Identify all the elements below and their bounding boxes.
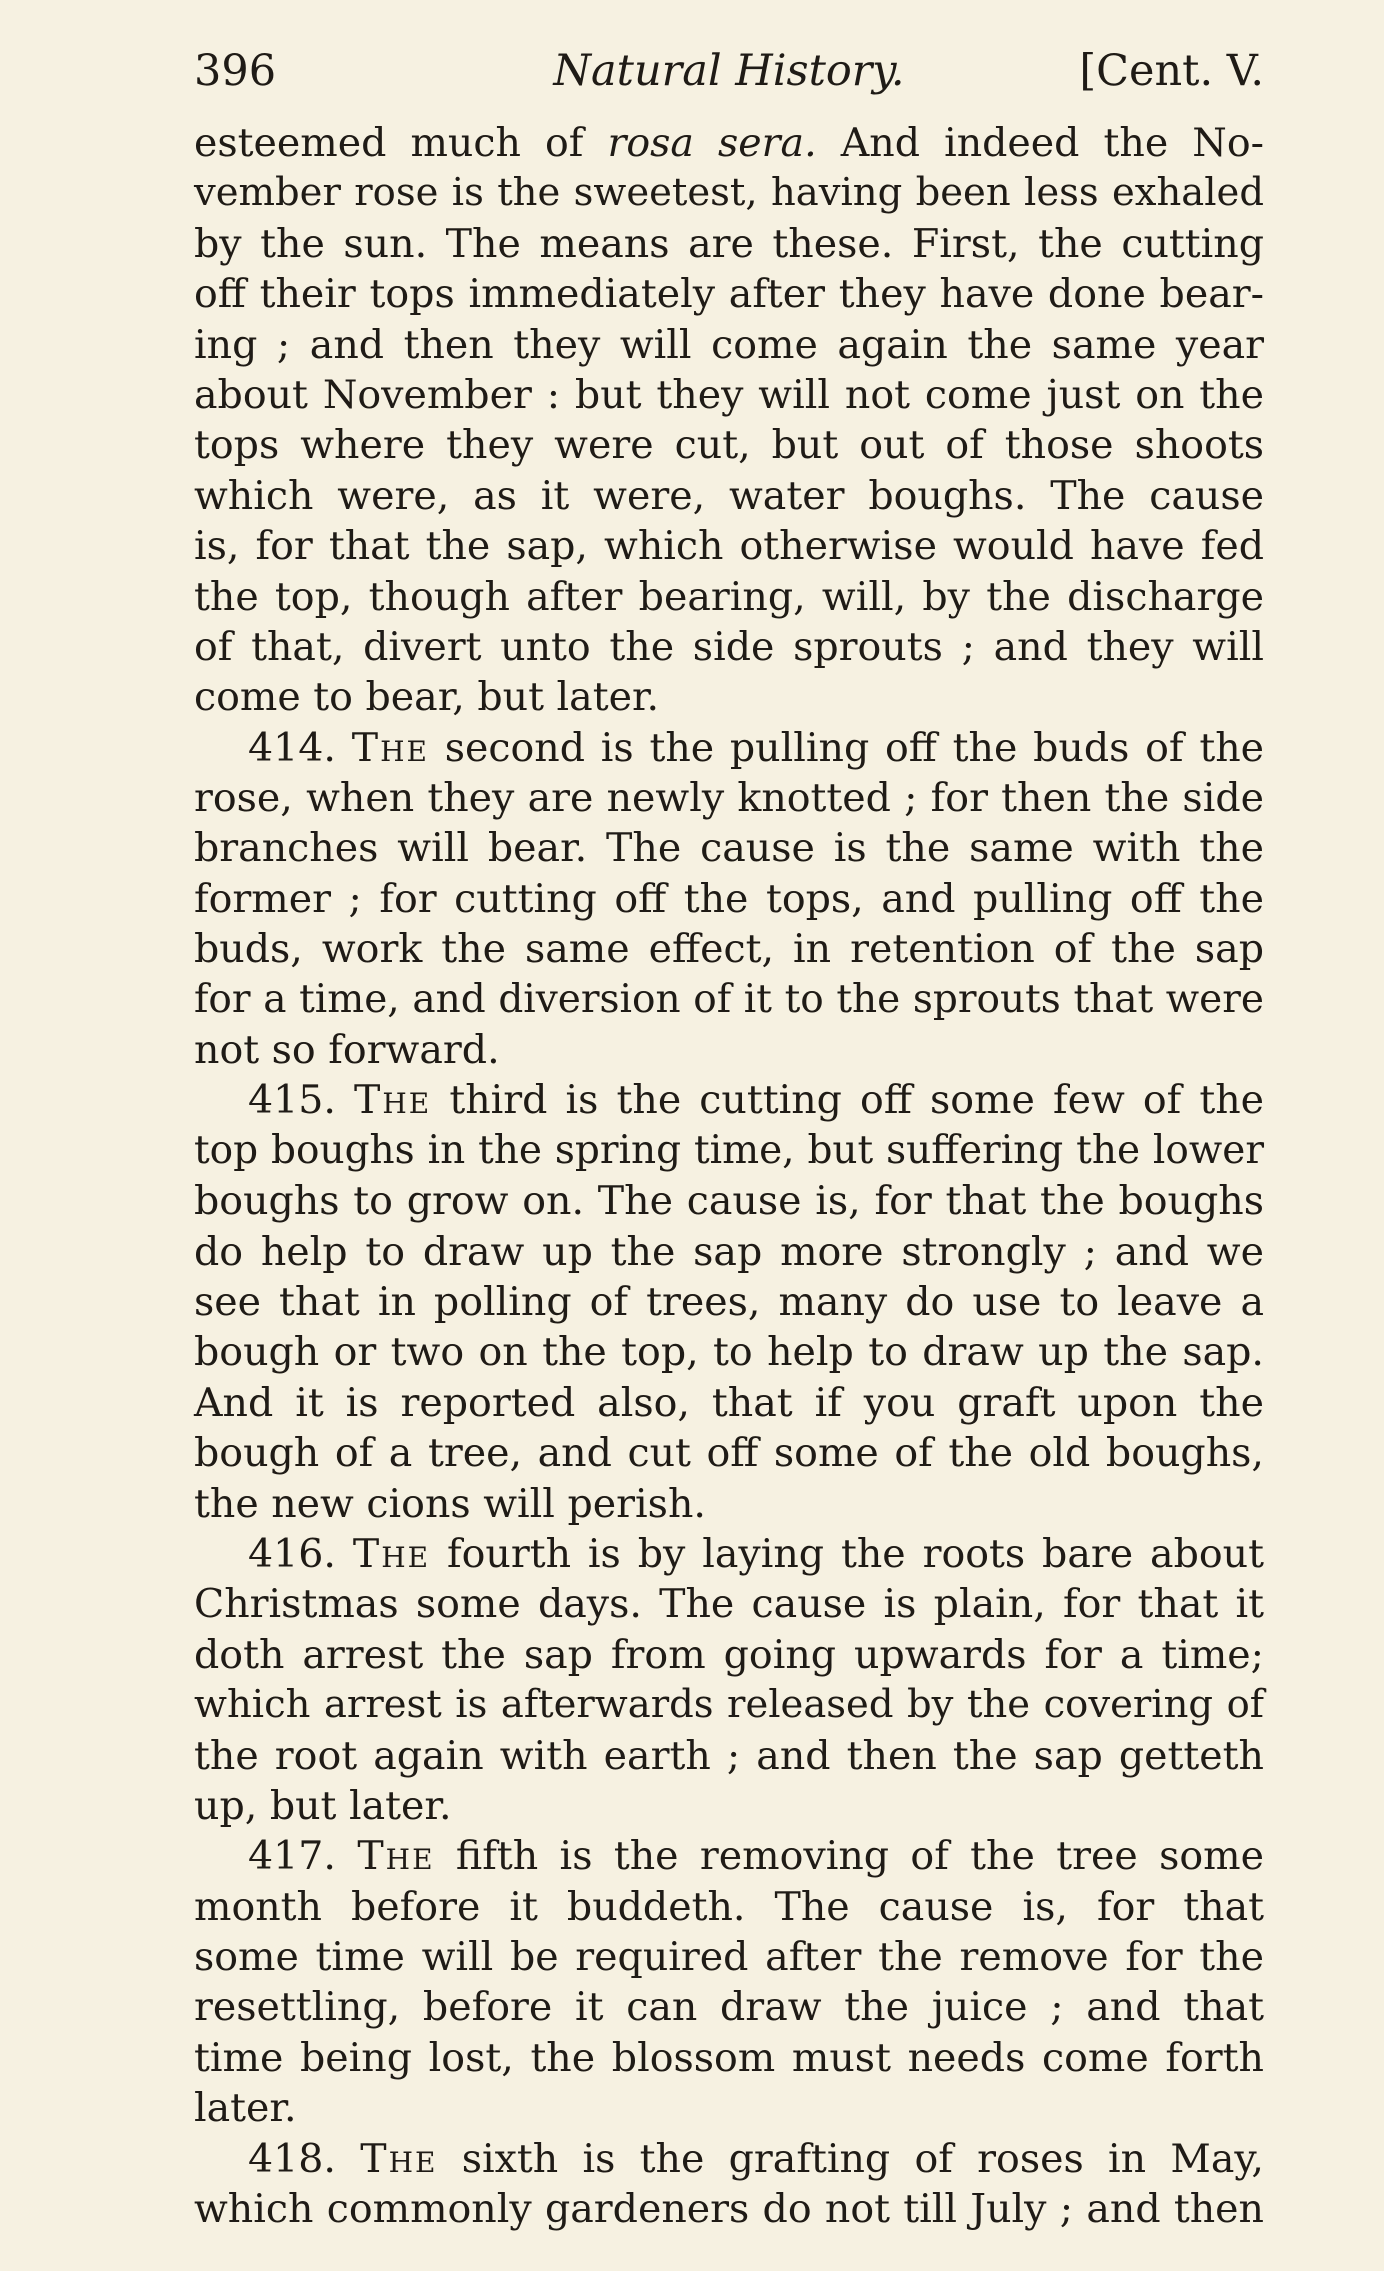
text-line: for a time, and diversion of it to the sprouts that were <box>194 976 1264 1022</box>
text-line: buds, work the same effect, in retention of the sap <box>194 926 1264 973</box>
paragraph-number: 417. <box>248 1833 358 1880</box>
text-line: the new cions will perish. <box>194 1480 706 1527</box>
running-header <box>194 36 1264 106</box>
text-line: branches will bear. The cause is the same with the <box>194 825 1264 872</box>
text-line <box>194 1529 1264 1579</box>
line-text: second is the pulling off the buds of the <box>428 724 1265 771</box>
text-line: bough of a tree, and cut off some of the old boughs, <box>194 1430 1264 1477</box>
text-line: rose, when they are newly knotted ; for then the side <box>194 775 1264 822</box>
text-line <box>194 1075 1264 1125</box>
section-mark: [Cent. V. <box>1079 46 1264 96</box>
text-line: which were, as it were, water boughs. The cause <box>194 472 1264 519</box>
paragraph-lead-word: The <box>357 1833 435 1880</box>
text-line: bough or two on the top, to help to draw up the sap. <box>194 1329 1264 1376</box>
text-line: time being lost, the blossom must needs come forth <box>194 2034 1264 2081</box>
text-line <box>194 1831 1264 1881</box>
text-line <box>194 2134 1264 2184</box>
text-line: by the sun. The means are these. First, the cutting <box>194 220 1264 267</box>
text-body <box>194 118 1264 2234</box>
paragraph-number: 418. <box>248 2135 361 2182</box>
text-line: which commonly gardeners do not till July ; and then <box>194 2186 1264 2233</box>
paragraph-lead-word: The <box>352 1530 431 1577</box>
text-line: month before it buddeth. The cause is, for that <box>194 1883 1264 1930</box>
text-line: the top, though after bearing, will, by the discharge <box>194 573 1264 620</box>
paragraph-number: 414. <box>248 724 352 771</box>
text-line: about November : but they will not come just on the <box>194 371 1264 418</box>
text-line: do help to draw up the sap more strongly ; and we <box>194 1228 1264 1275</box>
paragraph-lead-word: The <box>360 2135 438 2182</box>
paragraph-lead-word: The <box>354 1077 432 1124</box>
italic-phrase: rosa sera. <box>607 120 817 166</box>
text-line: of that, divert unto the side sprouts ; and they will <box>194 623 1264 670</box>
line-text: fourth is by laying the roots bare about <box>430 1530 1264 1577</box>
paragraph-number: 416. <box>248 1530 353 1577</box>
text-line: tops where they were cut, but out of those shoots <box>194 422 1264 469</box>
line-text: sixth is the grafting of roses in May, <box>437 2135 1264 2182</box>
text-line: resettling, before it can draw the juice ; and that <box>194 1984 1264 2031</box>
line-text: esteemed much of <box>194 120 608 166</box>
line-text: fifth is the removing of the tree some <box>434 1833 1264 1880</box>
text-line: boughs to grow on. The cause is, for that the boughs <box>194 1178 1264 1225</box>
text-line: former ; for cutting off the tops, and pulling off the <box>194 875 1264 922</box>
text-line <box>194 118 1264 168</box>
text-line <box>194 723 1264 773</box>
text-line: see that in polling of trees, many do use to leave a <box>194 1278 1264 1325</box>
text-line: later. <box>194 2085 297 2132</box>
text-line: vember rose is the sweetest, having been less exhaled <box>194 170 1264 216</box>
text-line: Christmas some days. The cause is plain, for that it <box>194 1581 1264 1628</box>
paragraph-lead-word: The <box>351 724 429 771</box>
running-title: Natural History. <box>553 46 905 96</box>
text-line: off their tops immediately after they have done bear- <box>194 271 1264 318</box>
text-line: some time will be required after the remove for the <box>194 1934 1264 1981</box>
text-line: which arrest is afterwards released by the covering of <box>194 1682 1264 1728</box>
text-line: is, for that the sap, which otherwise would have fed <box>194 523 1264 570</box>
text-line: up, but later. <box>194 1782 452 1829</box>
line-text: third is the cutting off some few of the <box>431 1077 1265 1124</box>
text-line: not so forward. <box>194 1027 500 1074</box>
text-line: ing ; and then they will come again the same year <box>194 321 1264 368</box>
line-text: And indeed the No- <box>816 120 1264 166</box>
text-line: the root again with earth ; and then the sap getteth <box>194 1732 1264 1779</box>
paragraph-number: 415. <box>248 1077 355 1124</box>
text-line: top boughs in the spring time, but suffering the lower <box>194 1127 1264 1173</box>
text-line: doth arrest the sap from going upwards for a time; <box>194 1631 1264 1678</box>
page-number: 396 <box>194 46 277 96</box>
text-line: come to bear, but later. <box>194 674 660 721</box>
text-line: And it is reported also, that if you graft upon the <box>194 1379 1264 1426</box>
